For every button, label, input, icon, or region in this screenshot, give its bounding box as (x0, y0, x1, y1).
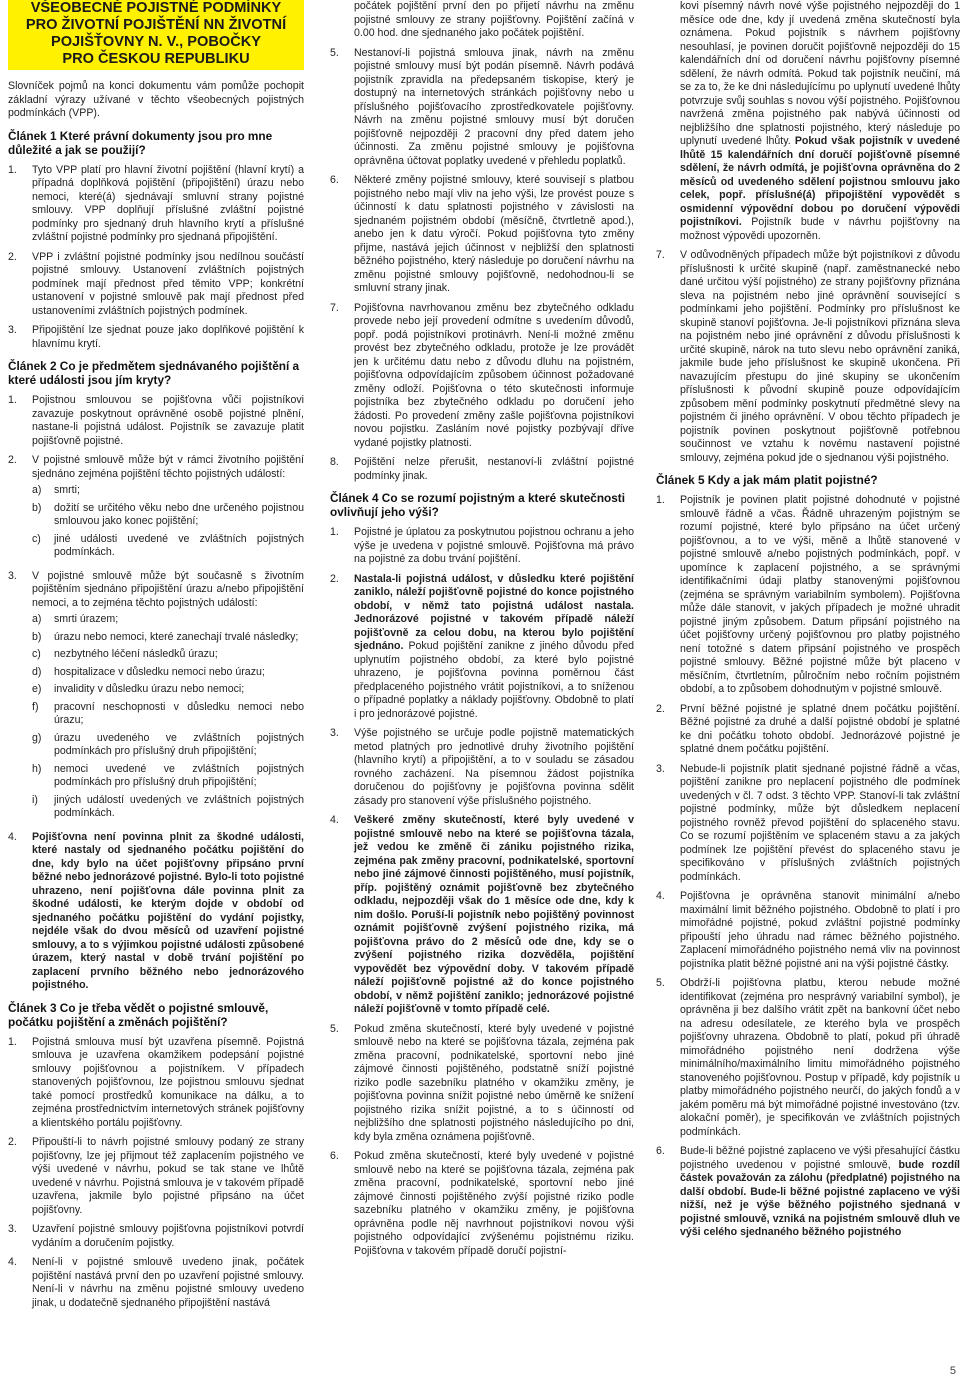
article-4-item: 5. Pokud změna skutečností, které byly uvedené v pojistné smlouvě nebo na které se pojišťovna tázala, zejména pak změna pracovní, podnikatelské, sportovní nebo jiné zájmové činnosti pojištěného, podstatně sníží pojistné riziko podle sazebníku platného v okamžiku změny, je pojišťovna povinna snížit pojistné nebo úměrně ke snížení pojistného rizika snížit pojistné, a to s účinností od nejbližšího dne splatnosti pojistného následujícího po dni, kdy byla změna oznámena pojišťovně. (330, 1022, 634, 1143)
column-3 (656, 0, 960, 1246)
title-line-2: PRO ŽIVOTNÍ POJIŠTĚNÍ NN ŽIVOTNÍ (25, 17, 287, 33)
sub-item: b) dožití se určitého věku nebo dne určeného pojistnou smlouvou jako konec pojištění; (32, 501, 304, 527)
article-4-item: 1. Pojistné je úplatou za poskytnutou pojistnou ochranu a jeho výše je uvedena v pojistné smlouvě. Pojišťovna má právo na pojistné za dobu trvání pojištění. (330, 526, 634, 565)
article-5-item: 4. Pojišťovna je oprávněna stanovit minimální a/nebo maximální limit běžného pojistného. Obdobně to platí i pro mimořádné pojistné, pokud zvláštní pojistné podmínky připouští jeho úhradu nad rámec běžného pojistného. Zaplacení mimořádného pojistného nemá vliv na povinnost pojistníka platit běžné pojistné ani na výši pojistné částky. (656, 890, 960, 970)
article-3-item: 2. Připouští-li to návrh pojistné smlouvy podaný ze strany pojišťovny, lze jej přijmout též zaplacením pojistného ve výši uvedené v návrhu, pokud se tak stane ve lhůtě uvedené v návrhu. Pojistná smlouva je v takovém případě uzavřena, jakmile bylo pojistné připsáno na účet pojišťovny. (8, 1136, 304, 1216)
article-5-item: 2. První běžné pojistné je splatné dnem počátku pojištění. Běžné pojistné za druhé a další pojistné období je splatné ke dni počátku tohoto období. Jednorázové pojistné je splatné dnem počátku pojištění. (656, 702, 960, 755)
article-4-item: 3. Výše pojistného se určuje podle pojistně matematických metod platných pro jednotlivé druhy životního pojištění (hlavního krytí) a připojištění, a to v souladu se zásadou rovného zacházení. Na písemnou žádost pojistníka doručenou do pojišťovny je pojišťovna povinna sdělit zásady pro stanovení výše příslušného pojistného. (330, 727, 634, 807)
article-1-item: 1. Tyto VPP platí pro hlavní životní pojištění (hlavní krytí) a případná doplňková pojištění (připojištění) úrazu nebo nemoci, které(á) sjednávají smluvní strany pojistné smlouvy. VPP doplňují příslušné zvláštní pojistné podmínky pro sjednaný druh hlavního krytí a příslušné zvláštní pojistné podmínky pro sjednaná připojištění. (8, 163, 304, 243)
sub-item: i) jiných událostí uvedených ve zvláštních pojistných podmínkách. (32, 793, 304, 819)
article-2-item: 4. Pojišťovna není povinna plnit za škodné události, které nastaly od sjednaného počátku pojištění do dne, kdy bylo na účet pojišťovny připsáno první běžné nebo jednorázové pojistné. Bylo-li toto pojistné uhrazeno, není pojišťovna dále povinna plnit za škodné události, ke kterým dojde v období od sjednaného počátku pojištění do vydání pojistky, nejdéle však do dvou měsíců od uzavření pojistné smlouvy, a to s výjimkou pojistné události způsobené úrazem, který nastal v době trvání pojištění po zaplacení prvního běžného nebo jednorázového pojistného. (8, 830, 304, 991)
sub-item: h) nemoci uvedené ve zvláštních pojistných podmínkách pro příslušný druh připojištění; (32, 762, 304, 788)
article-2-item: 3. V pojistné smlouvě může být současně s životním pojištěním sjednáno připojištění úrazu a/nebo připojištění nemoci, a to zejména těchto pojistných událostí: a) smrti úrazem; b) úrazu nebo nemoci, které zanechají trvalé následky; c) nezbytného léčení následků úrazu; d) hospitalizace v důsledku nemoci nebo úrazu; e) invalidity v důsledku úrazu nebo nemoci; f) pracovní neschopnosti v důsledku nemoci nebo úrazu; g) úrazu uvedeného ve zvláštních pojistných podmínkách pro příslušný druh připojištění; h) nemoci uvedené ve zvláštních pojistných podmínkách pro příslušný druh připojištění; i) jiných událostí uvedených ve zvláštních pojistných podmínkách. (8, 569, 304, 819)
sub-item: c) nezbytného léčení následků úrazu; (32, 648, 218, 660)
article-5-item: 6. Bude-li běžné pojistné zaplaceno ve výši přesahující částku pojistného uvedenou v pojistné smlouvě, bude rozdíl částek považován za zálohu (předplatné) pojistného na další období. Bude-li běžné pojistné zaplaceno ve výši nižší, než je výše běžného pojistného sjednaná v pojistné smlouvě, vzniká na pojistném smlouvě dluh ve výši celého sjednaného běžného pojistného (656, 1145, 960, 1238)
article-2-item: 1. Pojistnou smlouvou se pojišťovna vůči pojistníkovi zavazuje poskytnout oprávněné osobě pojistné plnění, nastane-li pojistná událost. Pojistník se zavazuje platit pojišťovně pojistné. (8, 394, 304, 447)
page-number: 5 (949, 1364, 956, 1377)
title-line-1: VŠEOBECNÉ POJISTNÉ PODMÍNKY (30, 0, 282, 16)
article-3-item: 7. Pojišťovna navrhovanou změnu bez zbytečného odkladu provede nebo její provedení odmítne s uvedením důvodů, popř. podá pojistníkovi protinávrh. Není-li možné změnu provést bez zbytečného odkladu, protože je lze provádět jen k určitému datu nebo z důvodu dluhu na pojistném, pojišťovna odpovídajícím způsobem účinnost požadované změny odloží. Pojišťovna o této skutečnosti informuje pojistníka bez zbytečného odkladu po doručení jeho žádosti. Po provedení změny zašle pojišťovna pojistníkovi novou pojistku. Zasláním nové pojistky pozbývají dříve vydané pojistky platnosti. (330, 301, 634, 449)
article-4-item: 4. Veškeré změny skutečností, které byly uvedené v pojistné smlouvě nebo na které se pojišťovna tázala, jež vedou ke změně či zániku pojistného rizika, zejména pak změny pracovní, podnikatelské, sportovní nebo jiné zájmové činnosti pojištěného, musí pojistník, příp. pojištěný oznámit pojišťovně bez zbytečného odkladu, nejpozději však do 1 měsíce ode dne, kdy k nim došlo. Poruší-li pojistník nebo pojištěný povinnost oznámit pojišťovně zvýšení pojistného rizika, má pojišťovna právo do 2 měsíců ode dne, kdy se o zvýšení pojistného rizika dozvěděla, pojištění vypovědět bez výpovědní doby. V takovém případě náleží pojišťovně pojistné až do konce pojistného období, v němž pojištění zaniklo; jednorázové pojistné náleží pojišťovně v tomto případě celé. (330, 814, 634, 1015)
article-3-heading: Článek 3 Co je třeba vědět o pojistné smlouvě, počátku pojištění a změnách pojištění? (8, 1000, 269, 1029)
article-4-item: 6. Pokud změna skutečností, které byly uvedené v pojistné smlouvě nebo na které se pojišťovna tázala, zejména pak změna pracovní, podnikatelské, sportovní nebo jiné zájmové činnosti pojištěného zvýší pojistné riziko podle sazebníku platného v okamžiku změny, je pojišťovna oprávněna podle něj navrhnout pojistníkovi novou výši pojistného odpovídající zvýšenému pojistnému riziku. Pojišťovna v takovém případě doručí pojistní- (330, 1150, 634, 1257)
article-3-item: 1. Pojistná smlouva musí být uzavřena písemně. Pojistná smlouva je uzavřena okamžikem podepsání pojistné smlouvy pojišťovnou a pojistníkem. V případech stanovených pojišťovnou, lze pojistnou smlouvu sjednat také pomocí prostředků komunikace na dálku, a to zejména prostřednictvím internetových stránek pojišťovny a klientského portálu pojišťovny. (8, 1035, 304, 1129)
title-line-4: PRO ČESKOU REPUBLIKU (62, 51, 250, 67)
article-1-heading: Článek 1 Které právní dokumenty jsou pro mne důležité a jak se použijí? (8, 128, 273, 157)
article-3-item: 5. Nestanoví-li pojistná smlouva jinak, návrh na změnu pojistné smlouvy musí být podán písemně. Návrh podává pojistník zpravidla na předepsaném tiskopise, který je dostupný na internetových stránkách pojišťovny nebo u příslušného pojišťovacího zprostředkovatele pojišťovny. Návrh na změnu pojistné smlouvy musí být doručen pojišťovně nejpozději 2 pracovní dny před datem jeho účinnosti. Za změnu pojistné smlouvy je pojišťovna oprávněna účtovat poplatky uvedené v přehledu poplatků. (330, 46, 634, 167)
article-3-item: 6. Některé změny pojistné smlouvy, které souvisejí s platbou pojistného nebo mají vliv na jeho výši, lze provést pouze s účinností k datu splatnosti pojistného v závislosti na sjednaném pojistném období (měsíčně, čtvrtletně apod.), anebo jen k datu výročí. Pokud pojišťovna tyto změny přijme, nastává jejich účinnost v nejbližší den splatnosti běžného pojistného, který následuje po doručení návrhu na změnu pojistné smlouvy pojišťovně, nedohodnou-li se smluvní strany jinak. (330, 174, 634, 294)
article-5-heading: Článek 5 Kdy a jak mám platit pojistné? (656, 473, 878, 487)
article-1-item: 2. VPP i zvláštní pojistné podmínky jsou nedílnou součástí pojistné smlouvy. Ustanovení zvláštních pojistných podmínek mají přednost před těmito VPP; konkrétní ustanovení v pojistné smlouvě pak mají přednost před ustanoveními zvláštních pojistných podmínek. (8, 250, 304, 317)
continued-paragraph: kovi písemný návrh nové výše pojistného nejpozději do 1 měsíce ode dne, kdy jí uvedená změna skutečností byla oznámena. Pokud pojistník s návrhem pojišťovny nesouhlasí, je povinen doručit pojišťovně nejpozději do 15 kalendářních dní od doručení návrhu pojišťovny písemné sdělení, že návrh odmítá. Pokud tak pojistník neučiní, má se za to, že ke dni následujícímu po uplynutí uvedené lhůty potvrzuje svůj souhlas s novou výší pojistného. Pojišťovnou navržená změna pojistného pak nabývá účinnosti od nejbližšího dne splatnosti pojistného, který následuje po uplynutí uvedené lhůty. Pokud však pojistník v uvedené lhůtě 15 kalendářních dní doručí pojišťovně písemné sdělení, že návrh odmítá, je pojišťovna oprávněna do 2 měsíců od uvedeného sdělení pojistnou smlouvu jako celek, popř. příslušné(á) připojištění vypovědět s osmidenní výpovědní dobou po doručení výpovědi pojistníkovi. Pojistník bude v návrhu pojišťovny na možnost výpovědi upozorněn. (680, 0, 960, 242)
sub-item: f) pracovní neschopnosti v důsledku nemoci nebo úrazu; (32, 700, 304, 726)
article-4-item: 7. V odůvodněných případech může být pojistníkovi z důvodu příslušnosti k určité skupině (např. zaměstnanecké nebo dané určitou výší pojistného) ze strany pojišťovny přiznána sleva na pojistném nebo jiné oprávnění související s podmínkami jeho pojištění. Podmínky pro příslušnost ke skupině stanoví pojišťovna. Je-li pojistníkovi přiznána sleva na pojistném nebo jiné oprávnění z důvodu příslušnosti k určité skupině, nárok na tuto slevu nebo oprávnění zaniká, jakmile bude jeho příslušnost ke skupině ukončena. Při navazujícím přestupu do jiné skupiny se ukončením příslušnosti k původní skupině pouze odpovídajícím způsobem mění podmínky poskytnutí předmětné slevy na pojistném či jiného oprávnění. V obou těchto případech je pojistník povinen poskytnout pojišťovně potřebnou součinnost ve vztahu k novému nastavení pojistné smlouvy, zejména pokud jde o sjednanou výši pojistného. (656, 249, 960, 464)
article-5-item: 1. Pojistník je povinen platit pojistné dohodnuté v pojistné smlouvě řádně a včas. Řádně uhrazeným pojistným se rozumí pojistné, které bylo připsáno na účet určený pojišťovnou, a to ve výši, měně a lhůtě stanovené v pojistné smlouvě a/nebo pojistných podmínkách, popř. v upomínce k zaplacení pojistného, a se správnými identifikačními údaji platby stanovenými pojišťovnou (zejména se správným variabilním symbolem). Pojišťovna může dále stanovit, v jakých případech je možné uhradit pojistné jiným způsobem. Datum připsání pojistného na účet pojišťovny určený pojišťovnou pro platby pojistného není totožné s datem připsání pojistného ve prospěch pojistné smlouvy. Běžné pojistné může být placeno v měsíčním, čtvrtletním, půlročním nebo ročním pojistném období, a to způsobem dohodnutým v pojistné smlouvě. (656, 494, 960, 695)
document-title (8, 0, 304, 70)
article-2-item: 2. V pojistné smlouvě může být v rámci životního pojištění sjednáno zejména pojištění těchto pojistných událostí: a) smrti; b) dožití se určitého věku nebo dne určeného pojistnou smlouvou jako konec pojištění; c) jiné události uvedené ve zvláštních pojistných podmínkách. (8, 454, 304, 558)
article-1-item: 3. Připojištění lze sjednat pouze jako doplňkové pojištění k hlavnímu krytí. (8, 324, 304, 350)
article-5-item: 5. Obdrží-li pojišťovna platbu, kterou nebude možné identifikovat (zejména pro nesprávný variabilní symbol), je oprávněna ji bez dalšího vrátit zpět na bankovní účet nebo na adresu odesílatele, ze kterého byla ve prospěch pojišťovny uhrazena. Obdobně to platí, pokud při úhradě mimořádného pojistného není dodržena výše minimálního/maximálního limitu mimořádného pojistného stanoveného pojišťovnou. Postup v případě, kdy pojistník u platby mimořádného pojistného neurčí, do jakých fondů a v jakém poměru má být mimořádné pojistné investováno (tzv. alokační poměr), je specifikován ve zvláštních pojistných podmínkách. (656, 977, 960, 1138)
article-4-heading: Článek 4 Co se rozumí pojistným a které skutečnosti ovlivňují jeho výši? (330, 491, 626, 519)
sub-item: c) jiné události uvedené ve zvláštních pojistných podmínkách. (32, 532, 304, 558)
continued-paragraph: počátek pojištění první den po přijetí návrhu na změnu pojistné smlouvy ze strany pojišťovny. Pojištění začíná v 0.00 hod. dne sjednaného jako počátek pojištění. (354, 0, 634, 39)
sub-item: e) invalidity v důsledku úrazu nebo nemoci; (32, 683, 245, 695)
sub-item: b) úrazu nebo nemoci, které zanechají trvalé následky; (32, 630, 299, 643)
sub-item: g) úrazu uvedeného ve zvláštních pojistných podmínkách pro příslušný druh připojištění; (32, 731, 304, 757)
article-4-item: 2. Nastala-li pojistná událost, v důsledku které pojištění zaniklo, náleží pojišťovně pojistné do konce pojistného období, v němž tato pojistná událost nastala. Jednorázové pojistné v takovém případě náleží pojišťovně za celou dobu, na kterou bylo pojištění sjednáno. Pokud pojištění zanikne z jiného důvodu před uplynutím pojistného období, za které bylo pojistné uhrazeno, je pojišťovna povinna poměrnou část předplaceného pojistného vrátit pojistníkovi, a to sníženou o případné poplatky a náklady pojišťovny. Obdobně to platí i pro jednorázové pojistné. (330, 572, 634, 720)
article-2-heading: Článek 2 Co je předmětem sjednávaného pojištění a které události jsou jím kryty? (8, 359, 300, 387)
intro-paragraph: Slovníček pojmů na konci dokumentu vám pomůže pochopit základní výrazy užívané v těchto všeobecných pojistných podmínkách (VPP). (8, 80, 304, 119)
article-3-item: 4. Není-li v pojistné smlouvě uvedeno jinak, počátek pojištění nastává první den po uzavření pojistné smlouvy. Není-li v návrhu na změnu pojistné smlouvy uvedeno jinak, u dodatečně sjednaného připojištění nastává (8, 1256, 304, 1309)
sub-item: d) hospitalizace v důsledku nemoci nebo úrazu; (32, 665, 265, 678)
sub-item: a) smrti; (32, 484, 80, 496)
title-line-3: POJIŠŤOVNY N. V., POBOČKY (50, 34, 262, 50)
article-5-item: 3. Nebude-li pojistník platit sjednané pojistné řádně a včas, pojištění zanikne pro neplacení pojistného dle podmínek uvedených v čl. 7 odst. 3 těchto VPP. Stanoví-li tak zvláštní pojistné podmínky, může být důsledkem neplacení pojistného rovněž převod pojištění do splaceného stavu. Co se rozumí pojištěním ve splaceném stavu a za jakých podmínek lze pojištění převést do splaceného stavu je specifikováno v příslušných zvláštních pojistných podmínkách. (656, 762, 960, 883)
article-3-item: 3. Uzavření pojistné smlouvy pojišťovna pojistníkovi potvrdí vydáním a doručením pojistky. (8, 1223, 304, 1249)
column-2 (330, 0, 634, 1264)
column-1 (8, 0, 304, 1316)
article-3-item: 8. Pojištění nelze přerušit, nestanoví-li zvláštní pojistné podmínky jinak. (330, 456, 634, 482)
sub-item: a) smrti úrazem; (32, 613, 119, 625)
